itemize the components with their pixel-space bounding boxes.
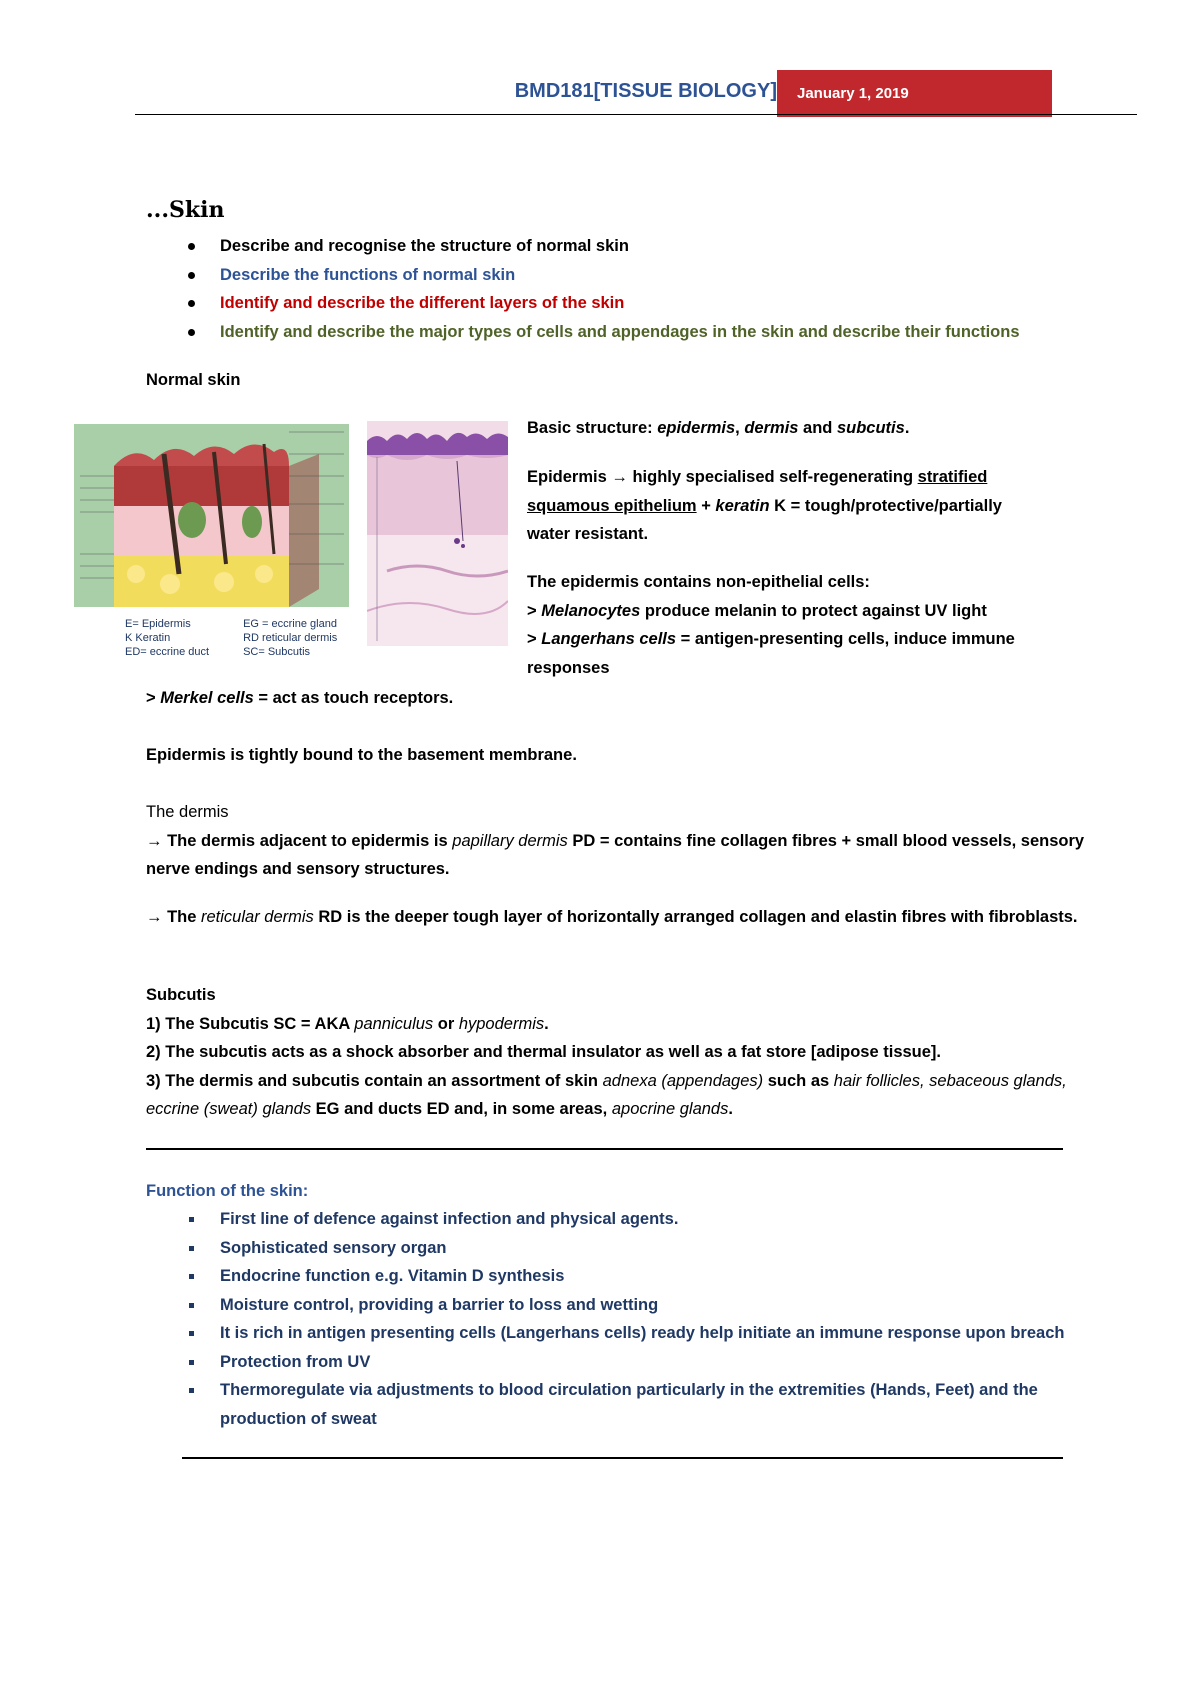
objective-item: Describe and recognise the structure of normal skin bbox=[146, 232, 1146, 261]
skin-histology-micrograph bbox=[367, 421, 508, 646]
header-rule bbox=[135, 114, 1137, 115]
document-title: BMD181[TISSUE BIOLOGY] bbox=[514, 80, 777, 102]
bullet-icon bbox=[189, 1274, 194, 1279]
subcutis-section: Subcutis 1) The Subcutis SC = AKA panniculus or hypodermis. 2) The subcutis acts as a shock absorber and thermal insulator as well as a fat store [adipose tissue]. 3) The dermis and subcutis contain an assortment of skin adnexa (appendages) such as hair follicles, sebaceous glands, eccrine (sweat) glands EG and ducts ED and, in some areas, apocrine glands. bbox=[146, 981, 1086, 1124]
function-item: Protection from UV bbox=[146, 1348, 1076, 1377]
reticular-dermis-paragraph: → The reticular dermis RD is the deeper tough layer of horizontally arranged collagen and elastin fibres with fibroblasts. bbox=[146, 907, 1078, 926]
date-banner bbox=[777, 70, 1052, 117]
bullet-icon bbox=[188, 243, 195, 250]
objective-item: Describe the functions of normal skin bbox=[146, 261, 1146, 290]
section-divider bbox=[146, 1148, 1063, 1150]
diagram-legend: E= Epidermis K Keratin ED= eccrine duct EG = eccrine gland RD reticular dermis SC= Subcutis bbox=[125, 618, 338, 658]
function-item: First line of defence against infection and physical agents. bbox=[146, 1205, 1076, 1234]
non-epithelial-cells: The epidermis contains non-epithelial cells: > Melanocytes produce melanin to protect against UV light > Langerhans cells = antigen-presenting cells, induce immune responses bbox=[527, 568, 1047, 682]
bullet-icon bbox=[189, 1388, 194, 1393]
bullet-icon bbox=[189, 1360, 194, 1365]
bullet-icon bbox=[188, 272, 195, 279]
bullet-icon bbox=[189, 1331, 194, 1336]
basement-membrane-sentence: Epidermis is tightly bound to the basement membrane. bbox=[146, 746, 577, 764]
bullet-icon bbox=[188, 329, 195, 336]
arrow-icon: → bbox=[146, 907, 163, 926]
function-item: Endocrine function e.g. Vitamin D synthesis bbox=[146, 1262, 1076, 1291]
section-title: ...Skin bbox=[146, 197, 225, 223]
dermis-heading: The dermis bbox=[146, 803, 229, 821]
functions-heading: Function of the skin: bbox=[146, 1182, 309, 1200]
skin-structure-diagram bbox=[74, 424, 349, 607]
arrow-icon: → bbox=[146, 831, 163, 850]
basic-structure: Basic structure: epidermis, dermis and subcutis. bbox=[527, 419, 910, 437]
papillary-dermis-paragraph: → The dermis adjacent to epidermis is papillary dermis PD = contains fine collagen fibres + small blood vessels, sensory nerve endings and sensory structures. bbox=[146, 831, 1085, 878]
bullet-icon bbox=[188, 300, 195, 307]
function-item: Moisture control, providing a barrier to loss and wetting bbox=[146, 1291, 1076, 1320]
date-label: January 1, 2019 bbox=[797, 85, 909, 102]
bullet-icon bbox=[189, 1217, 194, 1222]
bullet-icon bbox=[189, 1303, 194, 1308]
function-item: It is rich in antigen presenting cells (Langerhans cells) ready help initiate an immune response upon breach bbox=[146, 1319, 1076, 1348]
arrow-icon: → bbox=[611, 468, 628, 486]
epidermis-paragraph: Epidermis → highly specialised self-regenerating stratified squamous epithelium + keratin K = tough/protective/partially water resistant. bbox=[527, 468, 1002, 543]
cell-item: > Langerhans cells = antigen-presenting cells, induce immune responses bbox=[527, 630, 1015, 677]
functions-list bbox=[146, 1205, 1076, 1433]
objectives-list bbox=[146, 232, 1146, 346]
bullet-icon bbox=[189, 1246, 194, 1251]
function-item: Thermoregulate via adjustments to blood circulation particularly in the extremities (Hands, Feet) and the production of sweat bbox=[146, 1376, 1076, 1433]
section-divider bbox=[182, 1457, 1063, 1459]
objective-item: Identify and describe the major types of cells and appendages in the skin and describe their functions bbox=[146, 318, 1146, 347]
objective-item: Identify and describe the different layers of the skin bbox=[146, 289, 1146, 318]
dermis-section bbox=[146, 798, 1086, 931]
cell-item: > Merkel cells = act as touch receptors. bbox=[146, 689, 454, 707]
subcutis-heading: Subcutis bbox=[146, 986, 216, 1004]
function-item: Sophisticated sensory organ bbox=[146, 1234, 1076, 1263]
normal-skin-heading: Normal skin bbox=[146, 371, 241, 389]
cell-item: > Melanocytes produce melanin to protect against UV light bbox=[527, 601, 987, 620]
